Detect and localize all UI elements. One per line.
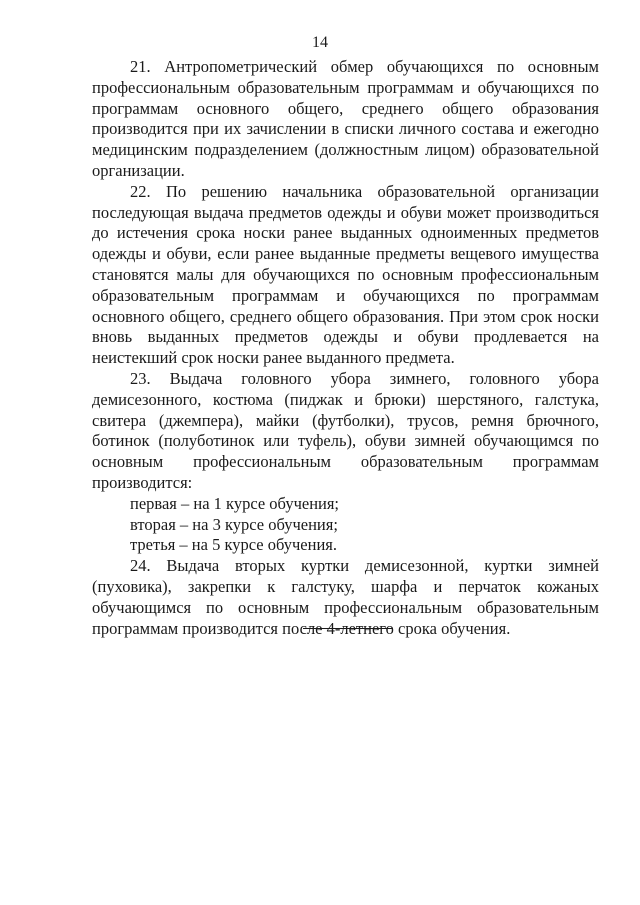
end-separator-line: [303, 628, 393, 629]
list-item-second: вторая – на 3 курсе обучения;: [130, 514, 338, 534]
paragraph-24: 24. Выдача вторых куртки демисезонной, куртки зимней (пуховика), закрепки к галстуку, шарфа и перчаток кожаных обучающимся по основным профессиональным образовательным программам производится после 4-летнего срока обучения.: [92, 556, 599, 638]
list-item-first: первая – на 1 курсе обучения;: [130, 493, 340, 513]
list-item-third: третья – на 5 курсе обучения.: [130, 535, 337, 555]
document-body: [92, 57, 599, 639]
paragraph-22: 22. По решению начальника образовательной организации последующая выдача предметов одежды и обуви может производиться до истечения срока носки ранее выданных одноименных предметов одежды и обуви, если ранее выданные предметы вещевого имущества становятся малы для обучающихся по основным профессиональным образовательным программам и обучающихся по программам основного общего, среднего общего образования. При этом срок носки вновь выданных предметов одежды и обуви продлевается на неистекший срок носки ранее выданного предмета.: [92, 181, 599, 368]
paragraph-23: 23. Выдача головного убора зимнего, головного убора демисезонного, костюма (пиджак и брюки) шерстяного, галстука, свитера (джемпера), майки (футболки), трусов, ремня брючного, ботинок (полуботинок или туфель), обуви зимней обучающимся по основным профессиональным образовательным программам производится:: [92, 368, 599, 492]
page-number: 14: [312, 34, 328, 51]
paragraph-21: 21. Антропометрический обмер обучающихся по основным профессиональным образовательным программам и обучающихся по программам основного общего, среднего общего образования производится при их зачислении в списки личного состава и ежегодно медицинским подразделением (должностным лицом) образовательной организации.: [92, 57, 599, 180]
